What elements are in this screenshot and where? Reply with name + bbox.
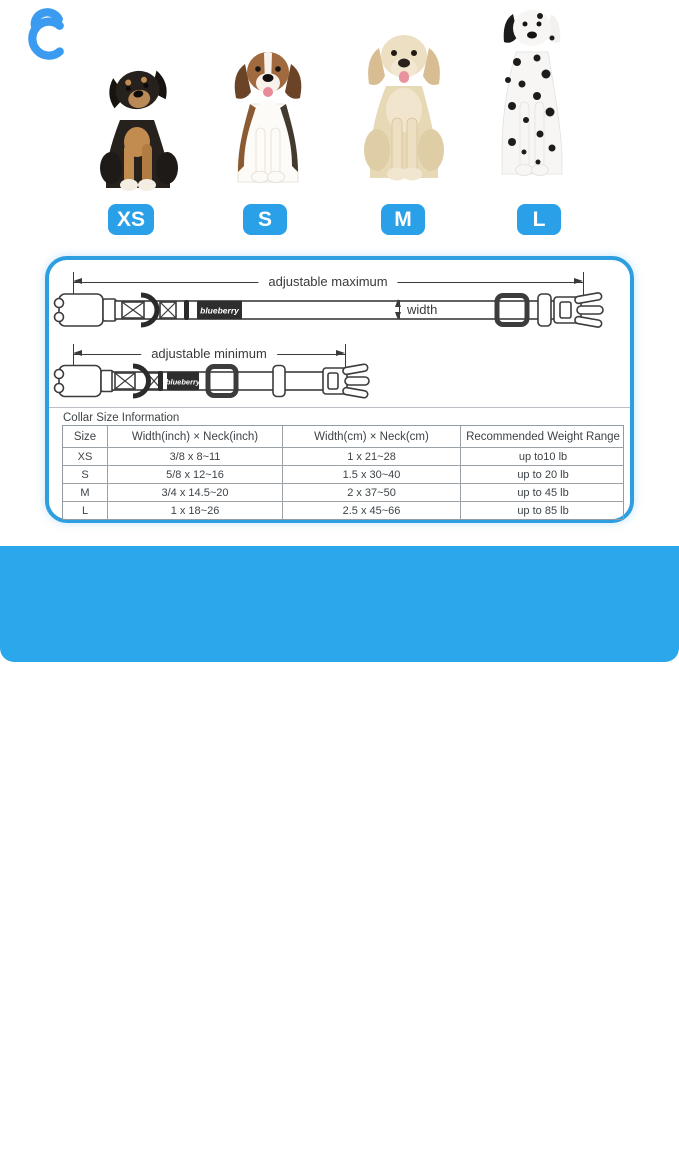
cell-cm: 1 x 21~28	[282, 448, 460, 465]
header-weight: Recommended Weight Range	[460, 426, 625, 447]
width-label: width	[407, 302, 438, 317]
table-header-row	[63, 426, 623, 447]
header-cm: Width(cm) × Neck(cm)	[282, 426, 460, 447]
cell-size: S	[81, 468, 89, 481]
cell-inch: 3/4 x 14.5~20	[107, 484, 282, 501]
collar-diagram-minimum	[57, 364, 377, 398]
collar-brand-tag-label: blueberry	[200, 305, 239, 316]
table-title: Collar Size Information	[63, 412, 180, 424]
collar-size-info-box	[45, 256, 634, 523]
dog-photo-l-dalmatian	[482, 2, 582, 186]
collar-diagram-maximum	[57, 292, 605, 328]
size-table	[62, 425, 624, 520]
cell-weight: up to 45 lb	[460, 484, 625, 501]
size-badge-m	[381, 204, 425, 235]
dog-photo-s-beagle	[218, 42, 318, 192]
dog-photo-xs-puppy	[88, 62, 188, 194]
header-size: Size	[73, 430, 97, 443]
table-row-m	[63, 483, 623, 501]
tips-banner	[0, 546, 679, 1168]
cell-weight: up to 20 lb	[460, 466, 625, 483]
collar-brand-tag-label: blueberry	[165, 377, 201, 387]
size-badge-xs-label: XS	[116, 207, 145, 231]
cell-size: M	[80, 486, 90, 499]
cell-weight: up to 85 lb	[460, 502, 625, 519]
size-badge-l-label: L	[532, 207, 546, 231]
cell-inch: 3/8 x 8~11	[107, 448, 282, 465]
size-badge-s-label: S	[257, 207, 272, 231]
size-badge-l	[517, 204, 561, 235]
dog-photo-m-golden-retriever	[350, 24, 458, 188]
adjustable-maximum-label: adjustable maximum	[258, 274, 397, 289]
cell-cm: 2 x 37~50	[282, 484, 460, 501]
table-row-l	[63, 501, 623, 519]
tips-line-2: enough to fit 2 fingers between dog's neck and their collar.	[153, 1148, 616, 1168]
brand-swirl-e-logo	[22, 6, 68, 62]
exclamation-circle-icon	[36, 1124, 88, 1176]
tips-text	[98, 1123, 671, 1170]
cell-weight: up to10 lb	[460, 448, 625, 465]
cell-size: L	[81, 504, 89, 517]
size-badge-m-label: M	[394, 207, 412, 231]
cell-size: XS	[77, 450, 93, 463]
cell-inch: 5/8 x 12~16	[107, 466, 282, 483]
size-badge-s	[243, 204, 287, 235]
table-row-xs	[63, 447, 623, 465]
cell-inch: 1 x 18~26	[107, 502, 282, 519]
cell-cm: 1.5 x 30~40	[282, 466, 460, 483]
header-inch: Width(inch) × Neck(inch)	[107, 426, 282, 447]
table-row-s	[63, 465, 623, 483]
width-arrow	[399, 300, 400, 319]
section-divider	[49, 407, 630, 408]
size-badge-xs	[108, 204, 154, 235]
adjustable-minimum-label: adjustable minimum	[141, 346, 277, 361]
cell-cm: 2.5 x 45~66	[282, 502, 460, 519]
tips-line-1: Tips: Measure the circumference of pet's neck. It should be snug	[129, 1125, 640, 1144]
